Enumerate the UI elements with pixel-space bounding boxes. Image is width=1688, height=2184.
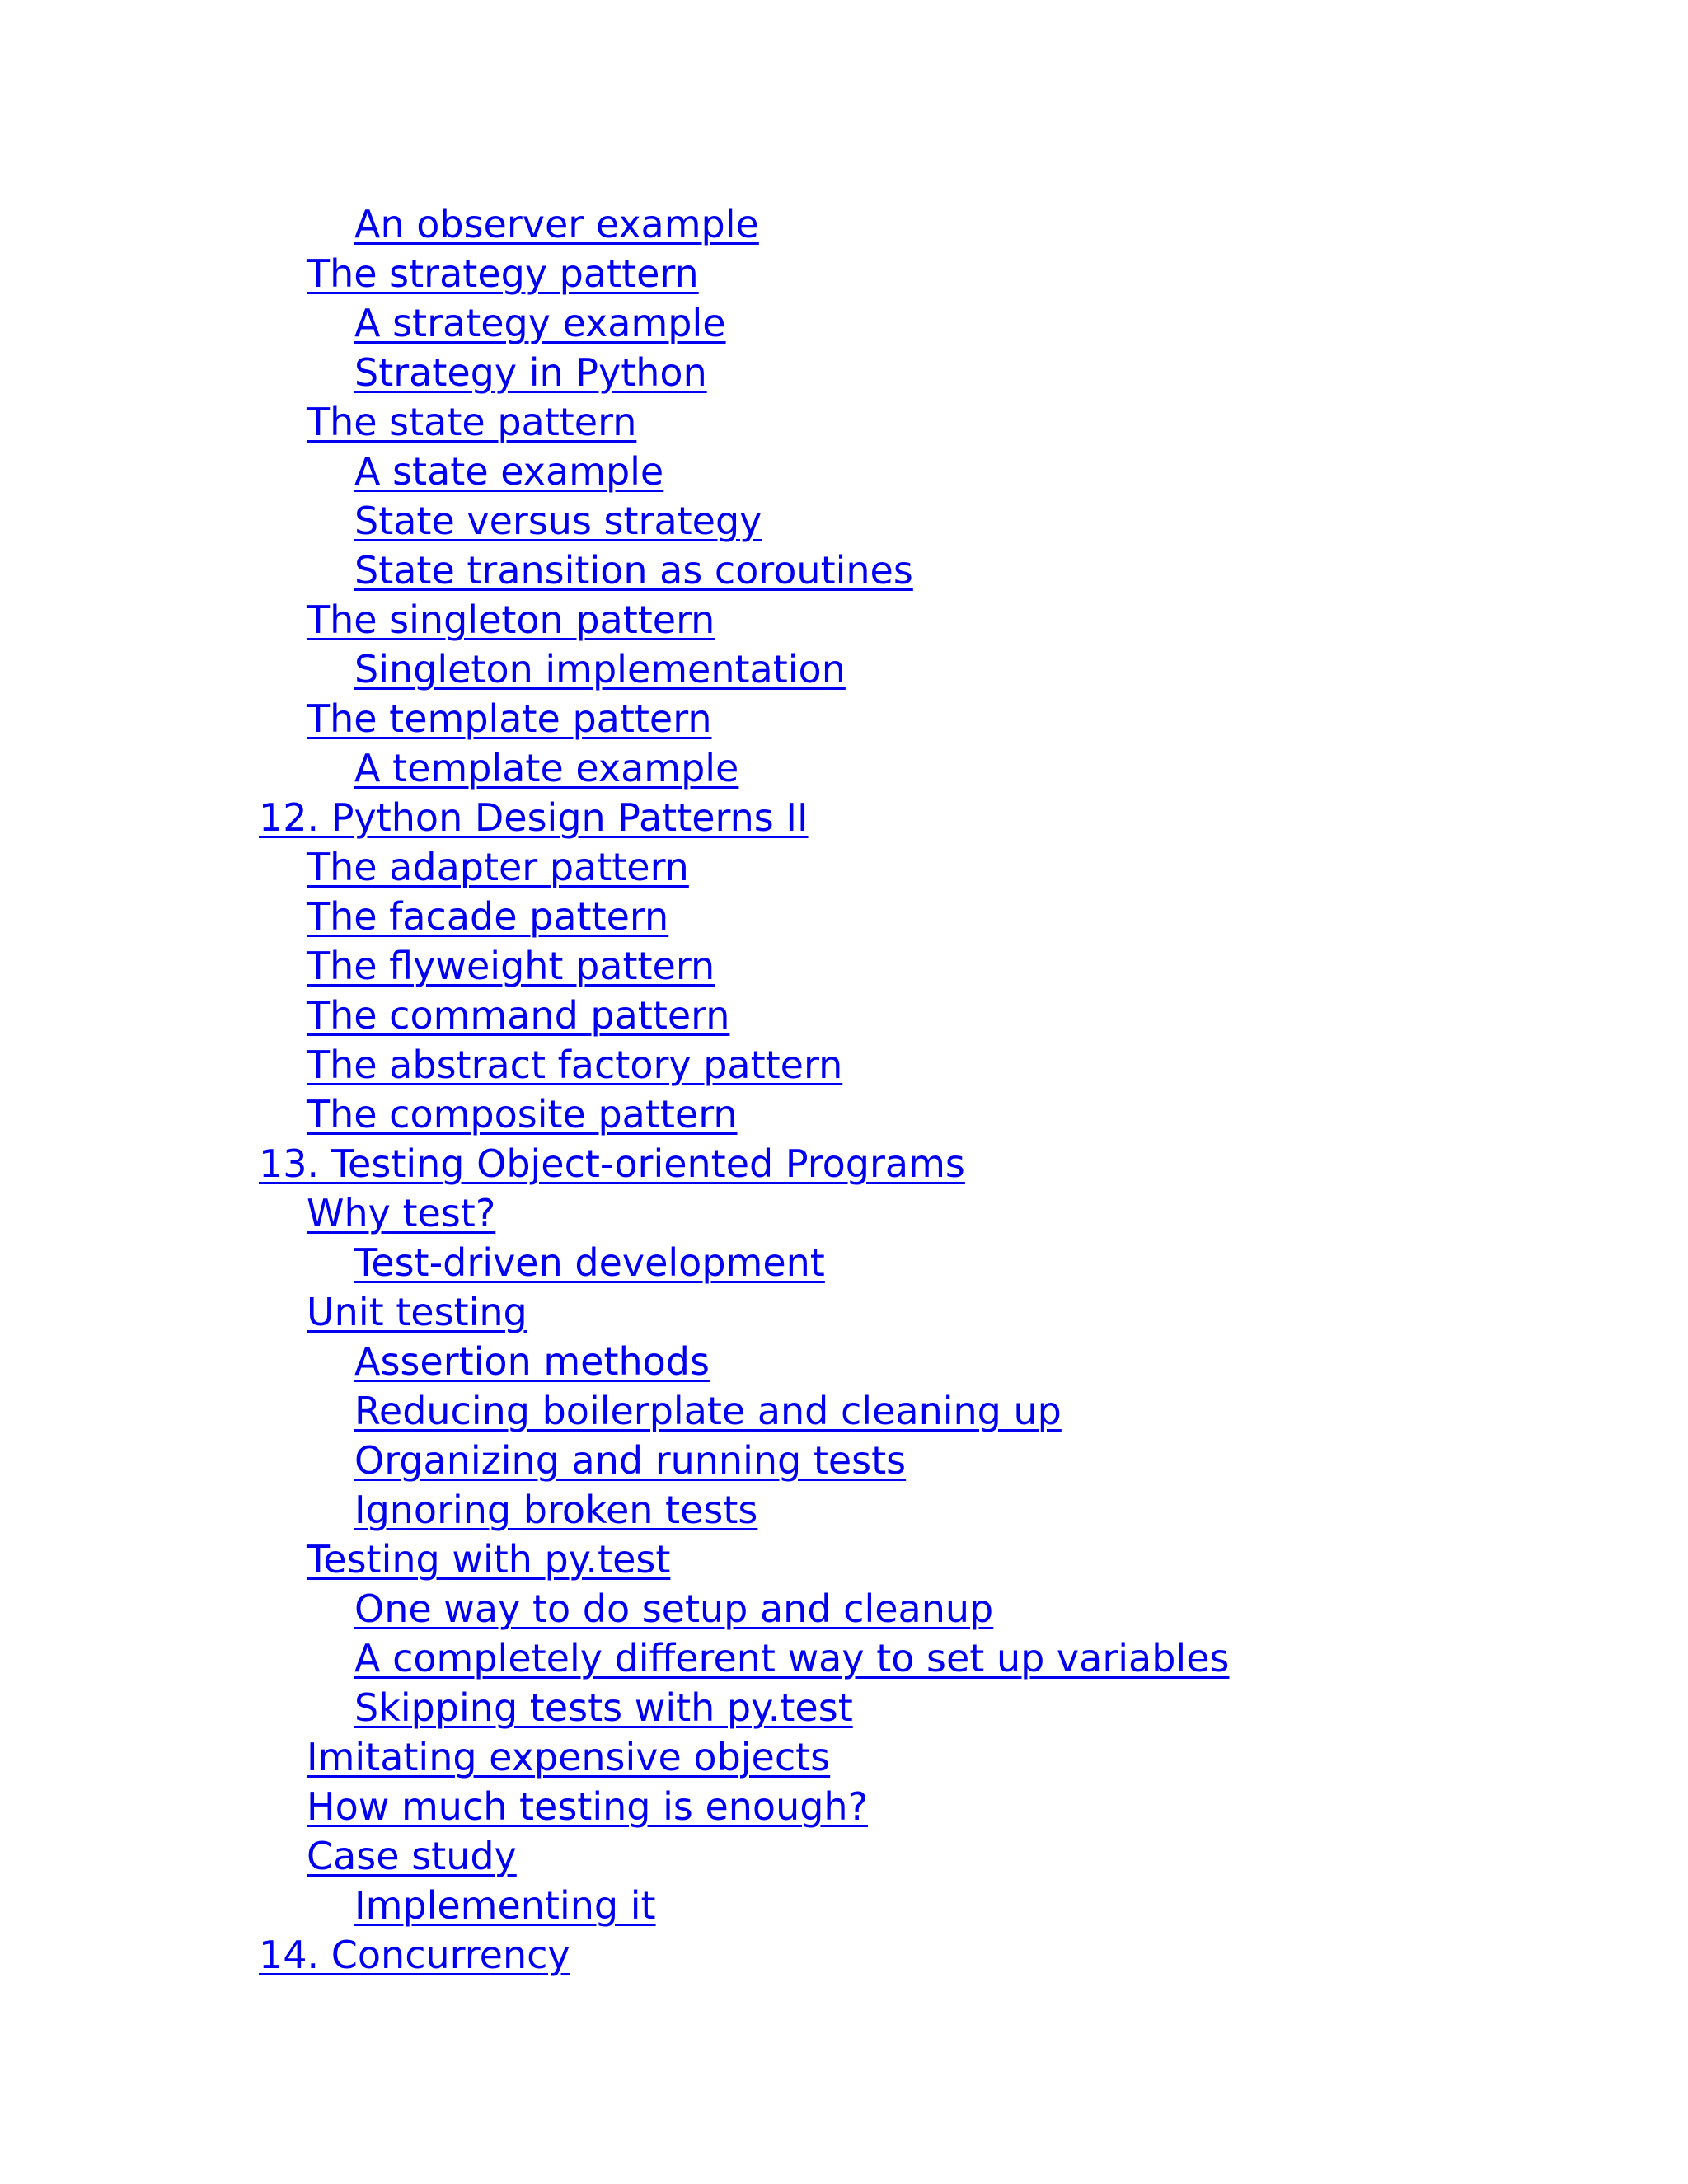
toc-section-item — [259, 644, 1229, 694]
toc-section-link[interactable]: Organizing and running tests — [354, 1438, 907, 1483]
toc-section-item — [259, 1881, 1229, 1930]
toc-section-item — [259, 1287, 1229, 1337]
toc-section-item — [259, 1831, 1229, 1881]
toc-section-link[interactable]: Why test? — [307, 1191, 496, 1235]
toc-section-link[interactable]: A state example — [354, 449, 664, 494]
toc-section-link[interactable]: The abstract factory pattern — [307, 1043, 843, 1087]
toc-section-item — [259, 991, 1229, 1040]
toc-chapter-item — [259, 1930, 1229, 1980]
toc-section-item — [259, 1782, 1229, 1831]
toc-section-item — [259, 348, 1229, 397]
toc-section-link[interactable]: Reducing boilerplate and cleaning up — [354, 1389, 1062, 1433]
toc-section-item — [259, 694, 1229, 743]
toc-section-link[interactable]: Implementing it — [354, 1883, 656, 1928]
toc-section-item — [259, 842, 1229, 892]
toc-section-link[interactable]: The strategy pattern — [307, 251, 699, 296]
toc-section-item — [259, 546, 1229, 595]
toc-section-link[interactable]: Skipping tests with py.test — [354, 1685, 853, 1730]
toc-section-item — [259, 249, 1229, 298]
toc-section-item — [259, 496, 1229, 546]
toc-section-item — [259, 1683, 1229, 1732]
toc-section-item — [259, 743, 1229, 793]
toc-section-link[interactable]: An observer example — [354, 202, 759, 246]
toc-section-link[interactable]: Test-driven development — [354, 1240, 825, 1285]
toc-section-link[interactable]: The singleton pattern — [307, 598, 715, 642]
toc-section-link[interactable]: Strategy in Python — [354, 350, 707, 395]
toc-section-item — [259, 1535, 1229, 1584]
toc-section-item — [259, 199, 1229, 249]
table-of-contents — [259, 199, 1229, 1980]
toc-section-link[interactable]: Ignoring broken tests — [354, 1488, 758, 1532]
toc-section-link[interactable]: A strategy example — [354, 301, 726, 345]
toc-section-link[interactable]: One way to do setup and cleanup — [354, 1586, 994, 1631]
toc-section-link[interactable]: Unit testing — [307, 1290, 528, 1334]
toc-section-link[interactable]: Imitating expensive objects — [307, 1735, 831, 1779]
toc-chapter-link[interactable]: 12. Python Design Patterns II — [259, 795, 809, 840]
toc-section-item — [259, 1584, 1229, 1633]
toc-section-item — [259, 1633, 1229, 1683]
toc-section-item — [259, 1090, 1229, 1139]
toc-chapter-link[interactable]: 13. Testing Object-oriented Programs — [259, 1141, 965, 1186]
toc-section-link[interactable]: The command pattern — [307, 993, 730, 1038]
toc-section-item — [259, 1732, 1229, 1782]
toc-section-item — [259, 595, 1229, 644]
toc-section-link[interactable]: State transition as coroutines — [354, 548, 913, 593]
toc-section-link[interactable]: The state pattern — [307, 400, 637, 444]
toc-section-item — [259, 1436, 1229, 1485]
toc-section-item — [259, 1337, 1229, 1386]
toc-section-item — [259, 1485, 1229, 1535]
toc-section-item — [259, 1188, 1229, 1238]
toc-section-link[interactable]: Testing with py.test — [307, 1537, 671, 1582]
toc-chapter-item — [259, 1139, 1229, 1188]
toc-chapter-link[interactable]: 14. Concurrency — [259, 1933, 570, 1977]
toc-section-link[interactable]: The facade pattern — [307, 894, 669, 939]
toc-chapter-item — [259, 793, 1229, 842]
toc-section-item — [259, 397, 1229, 447]
toc-section-link[interactable]: Assertion methods — [354, 1339, 710, 1384]
toc-section-link[interactable]: Case study — [307, 1834, 517, 1878]
toc-section-item — [259, 298, 1229, 348]
toc-section-link[interactable]: State versus strategy — [354, 499, 762, 543]
toc-section-item — [259, 892, 1229, 941]
toc-section-item — [259, 1040, 1229, 1090]
toc-section-link[interactable]: Singleton implementation — [354, 647, 846, 691]
toc-section-item — [259, 941, 1229, 991]
toc-section-item — [259, 447, 1229, 496]
toc-section-link[interactable]: The adapter pattern — [307, 845, 689, 889]
toc-section-link[interactable]: The template pattern — [307, 696, 712, 741]
toc-section-link[interactable]: A completely different way to set up variables — [354, 1636, 1230, 1680]
toc-section-item — [259, 1238, 1229, 1287]
toc-section-link[interactable]: How much testing is enough? — [307, 1784, 868, 1829]
toc-section-item — [259, 1386, 1229, 1436]
toc-section-link[interactable]: The flyweight pattern — [307, 944, 715, 988]
toc-section-link[interactable]: The composite pattern — [307, 1092, 738, 1137]
toc-section-link[interactable]: A template example — [354, 746, 739, 790]
